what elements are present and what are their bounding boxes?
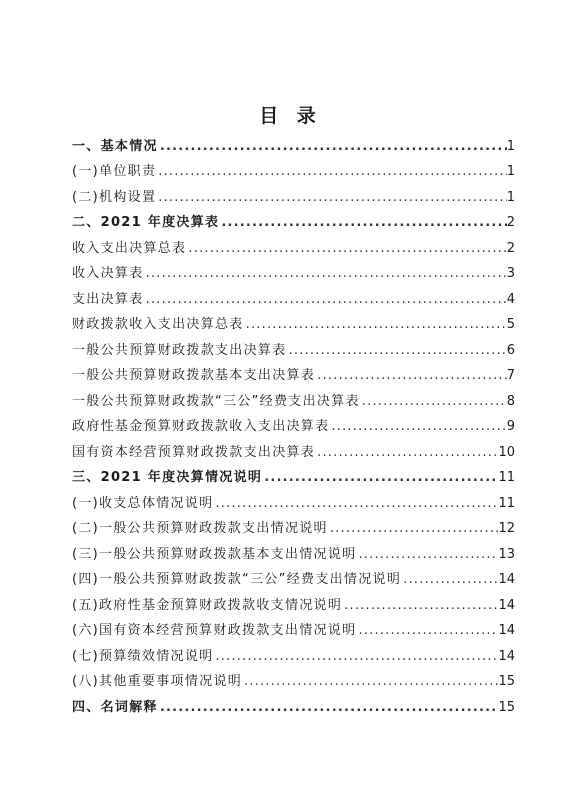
toc-entry-page: 1 [506,138,515,154]
toc-entry[interactable] [72,664,515,690]
toc-entry[interactable] [72,638,515,664]
dot-leader [262,470,498,485]
toc-entry-label: (四)一般公共预算财政拨款“三公”经费支出情况说明 [72,572,402,587]
toc-entry-page: 2 [506,215,515,230]
toc-entry[interactable] [72,358,515,384]
toc-entry-label: 三、2021 年度决算情况说明 [72,470,263,485]
toc-entry-label: (三)一般公共预算财政拨款基本支出情况说明 [72,546,357,562]
toc-entry[interactable] [72,179,515,205]
dot-leader [219,215,506,230]
toc-entry-page: 14 [498,623,515,638]
dot-leader [158,139,507,154]
toc-entry-label: (二)一般公共预算财政拨款支出情况说明 [72,521,328,536]
toc-entry-label: 财政拨款收入支出决算总表 [72,317,244,332]
toc-entry-page: 14 [498,597,515,613]
toc-entry-label: 国有资本经营预算财政拨款支出决算表 [72,444,316,460]
toc-entry-label: (五)政府性基金预算财政拨款收支情况说明 [72,597,343,613]
toc-entry[interactable] [72,230,515,256]
dot-leader [213,496,498,511]
toc-entry-label: 一般公共预算财政拨款“三公”经费支出决算表 [72,393,360,409]
toc-entry-label: 支出决算表 [72,291,144,307]
toc-entry[interactable] [72,587,515,613]
toc-title: 目 录 [259,105,322,127]
toc-entry-page: 9 [506,419,515,434]
dot-leader [328,521,499,536]
toc-entry-page: 1 [506,189,515,205]
toc-entry-page: 8 [506,393,515,409]
dot-leader [329,419,506,434]
toc-entry-label: (二)机构设置 [72,189,157,205]
toc-entry-page: 3 [506,266,515,281]
dot-leader [158,700,499,715]
dot-leader [315,445,498,460]
toc-entry-page: 5 [506,317,515,332]
toc-entry-page: 4 [506,291,515,307]
toc-entry-label: 一般公共预算财政拨款基本支出决算表 [72,368,316,383]
toc-entry-page: 1 [506,164,515,179]
toc-entry-page: 14 [498,648,515,664]
dot-leader [356,623,498,638]
toc-entry[interactable] [72,511,515,537]
dot-leader [144,292,507,307]
toc-entry[interactable] [72,256,515,282]
toc-entry-label: 一般公共预算财政拨款支出决算表 [72,342,287,358]
toc-entry-page: 12 [498,521,515,536]
dot-leader [342,598,498,613]
table-of-contents [72,128,515,715]
toc-entry[interactable] [72,562,515,588]
dot-leader [360,394,507,409]
dot-leader [242,674,498,689]
dot-leader [144,266,507,281]
toc-entry-page: 15 [498,699,515,715]
toc-entry-page: 10 [498,444,515,460]
dot-leader [315,368,507,383]
toc-entry-page: 6 [506,342,515,358]
toc-entry[interactable] [72,128,515,154]
toc-entry[interactable] [72,689,515,715]
toc-entry-page: 11 [498,495,515,511]
toc-entry-label: 一、基本情况 [72,138,158,154]
toc-entry[interactable] [72,281,515,307]
toc-entry[interactable] [72,613,515,639]
dot-leader [401,572,498,587]
toc-entry-label: (七)预算绩效情况说明 [72,648,214,664]
toc-entry-page: 13 [498,546,515,562]
toc-entry-page: 15 [498,674,515,689]
toc-entry-label: 二、2021 年度决算表 [72,215,220,230]
dot-leader [186,241,506,256]
toc-entry-page: 11 [498,470,515,485]
dot-leader [287,343,507,358]
toc-entry-label: (一)收支总体情况说明 [72,495,214,511]
toc-entry[interactable] [72,332,515,358]
toc-entry[interactable] [72,434,515,460]
toc-entry[interactable] [72,307,515,333]
toc-entry-label: (一)单位职责 [72,164,157,179]
toc-entry-label: 收入支出决算总表 [72,240,187,256]
dot-leader [356,547,498,562]
dot-leader [244,317,507,332]
toc-entry-page: 2 [506,240,515,256]
toc-entry-page: 14 [498,572,515,587]
toc-entry-label: 收入决算表 [72,266,144,281]
dot-leader [213,649,498,664]
toc-entry[interactable] [72,460,515,486]
toc-entry[interactable] [72,205,515,231]
toc-entry-label: (六)国有资本经营预算财政拨款支出情况说明 [72,623,357,638]
toc-entry[interactable] [72,409,515,435]
toc-entry-label: 政府性基金预算财政拨款收入支出决算表 [72,419,330,434]
dot-leader [156,190,506,205]
toc-entry-label: 四、名词解释 [72,699,158,715]
toc-entry[interactable] [72,485,515,511]
toc-entry-label: (八)其他重要事项情况说明 [72,674,243,689]
toc-entry[interactable] [72,383,515,409]
toc-entry[interactable] [72,154,515,180]
toc-entry[interactable] [72,536,515,562]
toc-entry-page: 7 [506,368,515,383]
dot-leader [156,164,506,179]
